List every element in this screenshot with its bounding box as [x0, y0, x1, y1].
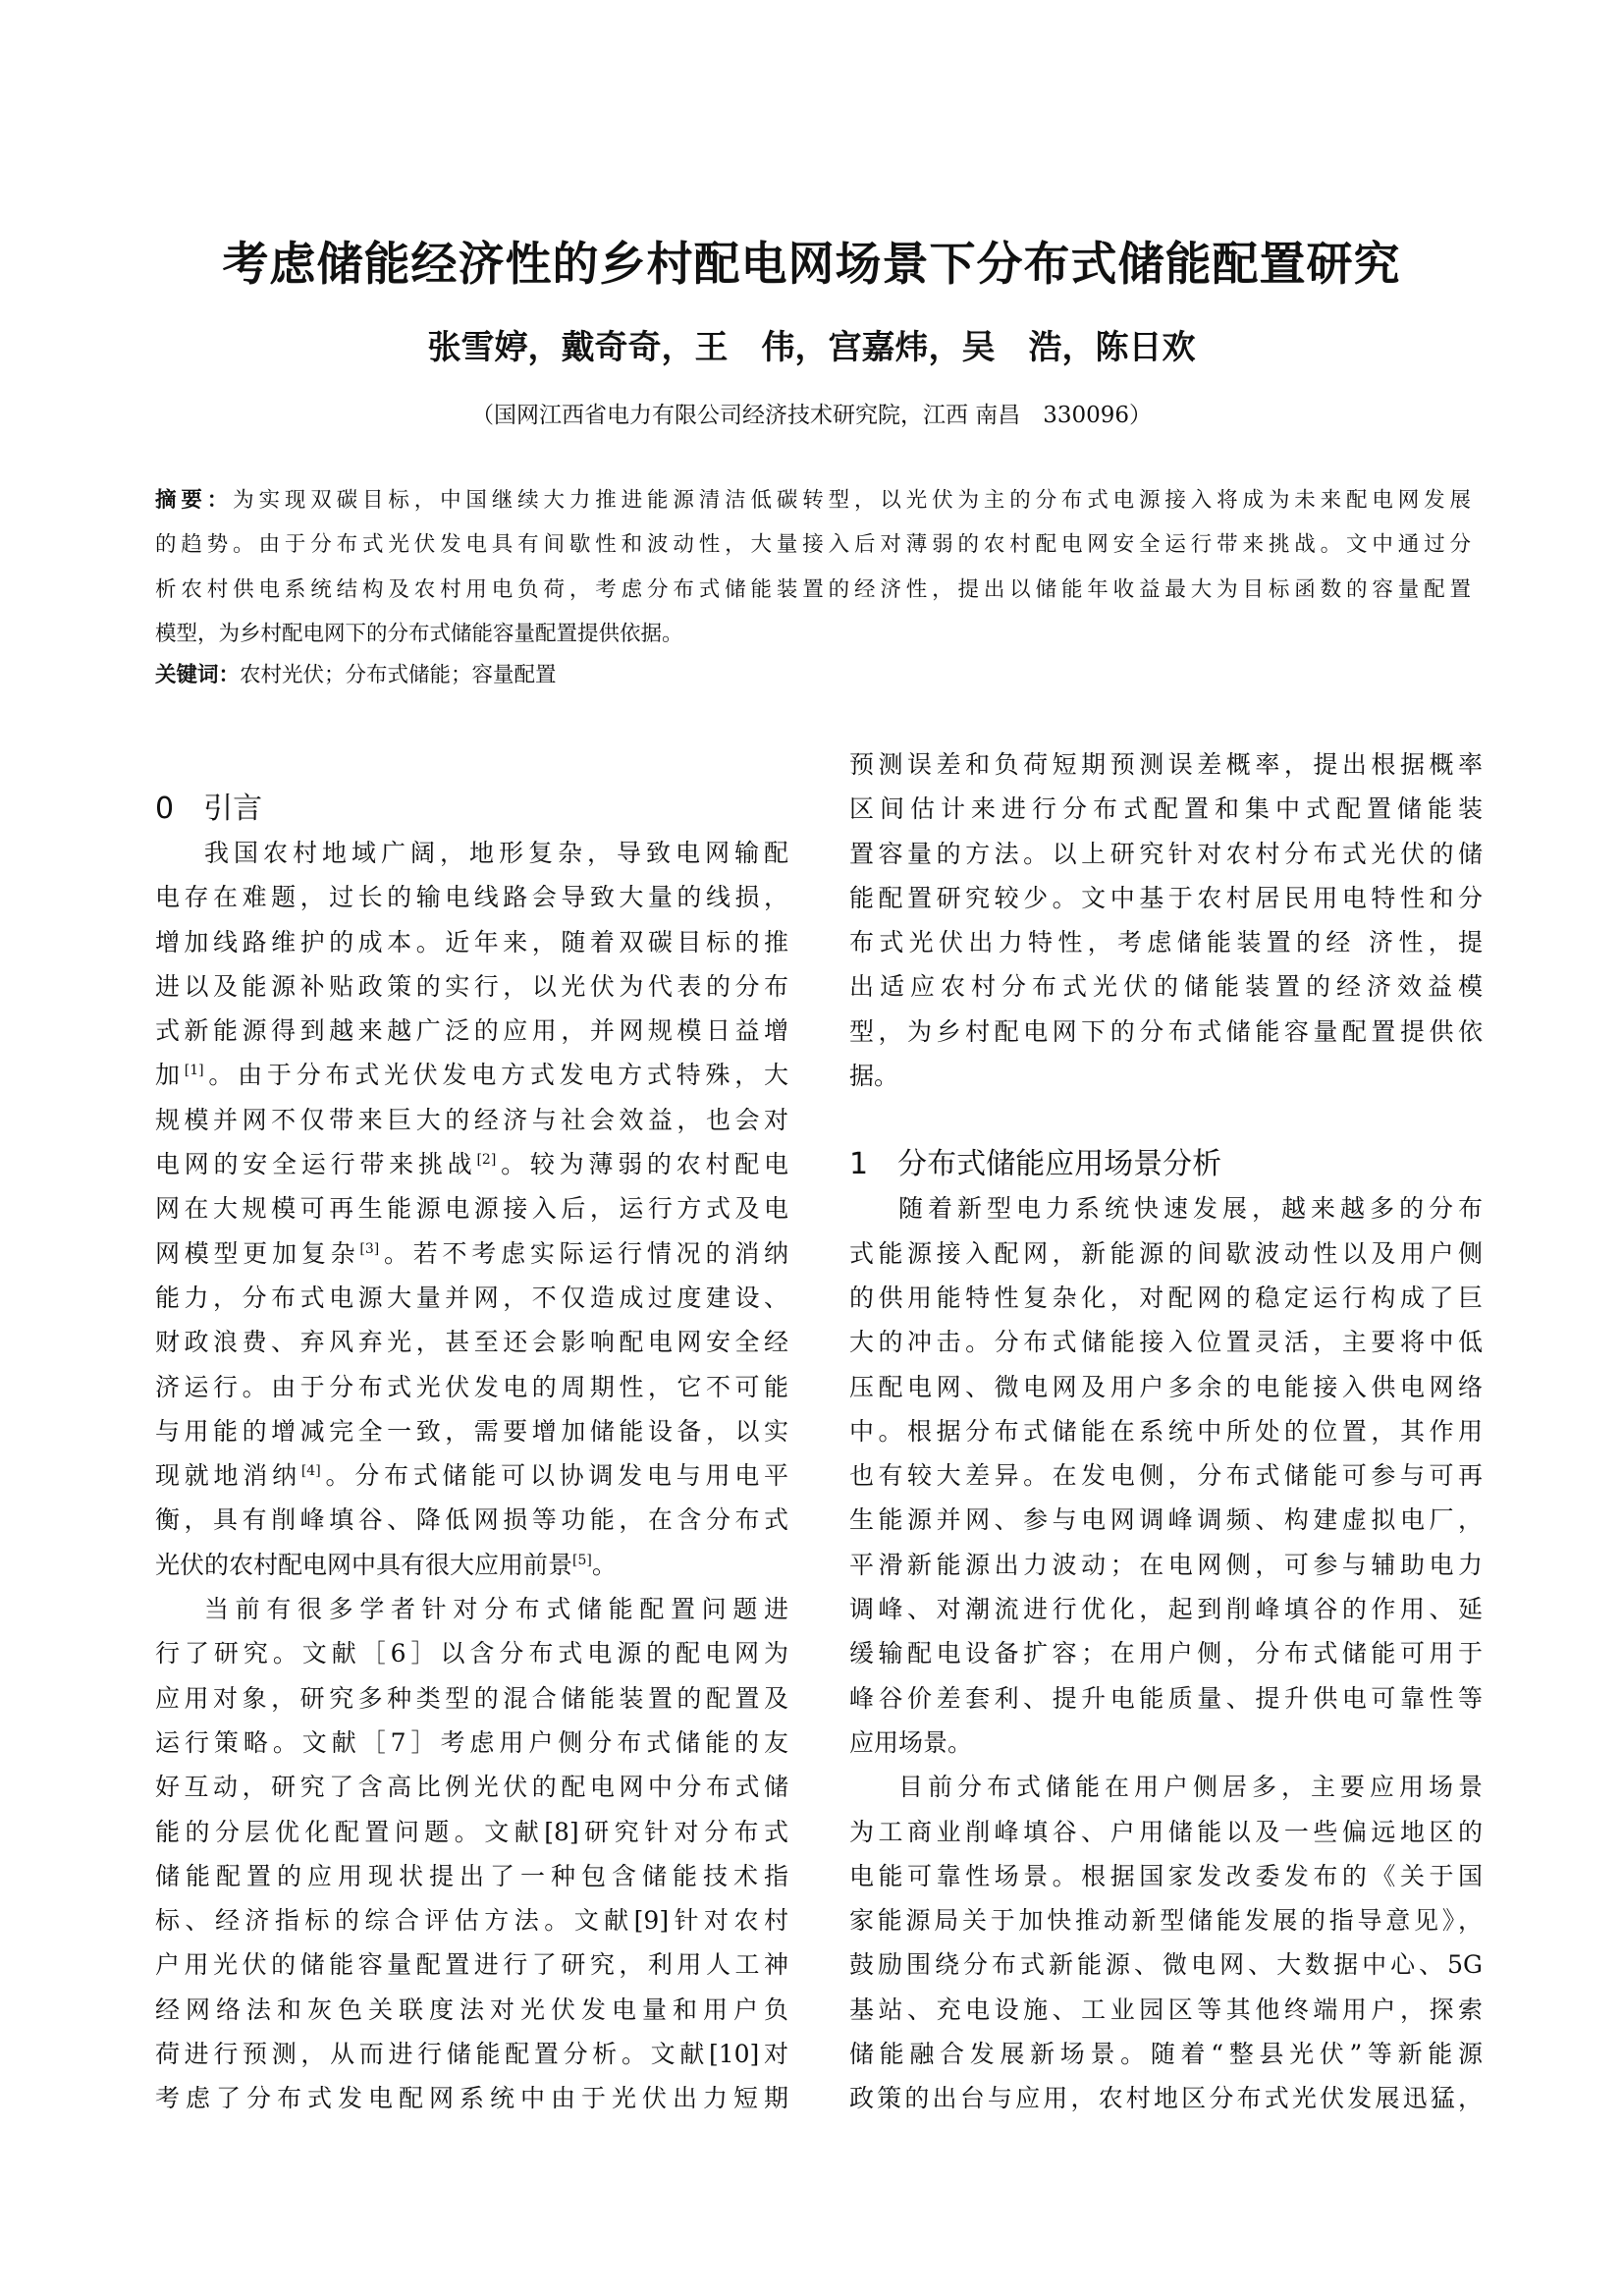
text-line: 经网络法和灰色关联度法对光伏发电量和用户负	[155, 1995, 788, 2024]
abstract-label: 摘要：	[155, 488, 234, 513]
text-line: 政策的出台与应用，农村地区分布式光伏发展迅猛，	[849, 2084, 1483, 2113]
text-line: 当前有很多学者针对分布式储能配置问题进	[204, 1595, 788, 1624]
section-0-paragraph-2-continued	[849, 742, 1483, 1098]
text-line: 衡，具有削峰填谷、降低网损等功能，在含分布式	[155, 1505, 788, 1535]
citation-ref: [4]	[300, 1463, 321, 1480]
text-line: 能的分层优化配置问题。文献[8]研究针对分布式	[155, 1817, 788, 1846]
section-0-paragraph-1	[155, 831, 788, 1587]
text-line: 据。	[849, 1062, 899, 1091]
right-column	[849, 742, 1483, 2121]
text-line: 电存在难题，过长的输电线路会导致大量的线损，	[155, 883, 788, 912]
text-line: 电能可靠性场景。根据国家发改委发布的《关于国	[849, 1861, 1483, 1890]
text-line: 型，为乡村配电网下的分布式储能容量配置提供依	[849, 1016, 1483, 1046]
text-line: 能配置研究较少。文中基于农村居民用电特性和分	[849, 883, 1483, 912]
abstract	[155, 481, 1471, 659]
text-line: 布式光伏出力特性，考虑储能装置的经 济性，提	[849, 928, 1483, 957]
text-line: 也有较大差异。在发电侧，分布式储能可参与可再	[849, 1461, 1483, 1491]
section-0-heading: 0 引言	[155, 792, 263, 826]
text-line: 光伏的农村配电网中具有很大应用前景[5]。	[155, 1550, 617, 1579]
text-line: 荷进行预测，从而进行储能配置分析。文献[10]对	[155, 2040, 788, 2069]
text-line: 鼓励围绕分布式新能源、微电网、大数据中心、5G	[849, 1950, 1483, 1980]
text-line: 缓输配电设备扩容；在用户侧，分布式储能可用于	[849, 1639, 1483, 1668]
text-line: 的供用能特性复杂化，对配网的稳定运行构成了巨	[849, 1283, 1483, 1312]
section-1-paragraph-2	[849, 1765, 1483, 2120]
text-line: 目前分布式储能在用户侧居多，主要应用场景	[898, 1773, 1483, 1802]
text-line: 运行策略。文献［7］考虑用户侧分布式储能的友	[155, 1727, 788, 1757]
text-line: 与用能的增减完全一致，需要增加储能设备，以实	[155, 1416, 788, 1446]
text-line: 我国农村地域广阔，地形复杂，导致电网输配	[204, 839, 788, 867]
abstract-line: 的趋势。由于分布式光伏发电具有间歇性和波动性，大量接入后对薄弱的农村配电网安全运行带来挑战。文中通过分	[155, 532, 1471, 558]
section-1-paragraph-1	[849, 1186, 1483, 1765]
text-line: 行了研究。文献［6］以含分布式电源的配电网为	[155, 1639, 788, 1668]
text-line: 为工商业削峰填谷、户用储能以及一些偏远地区的	[849, 1817, 1483, 1846]
abstract-line: 析农村供电系统结构及农村用电负荷，考虑分布式储能装置的经济性，提出以储能年收益最大为目标函数的容量配置	[155, 576, 1471, 602]
text-line: 网模型更加复杂[3]。若不考虑实际运行情况的消纳	[155, 1238, 788, 1268]
text-line: 能力，分布式电源大量并网，不仅造成过度建设、	[155, 1283, 788, 1312]
text-line: 加[1]。由于分布式光伏发电方式发电方式特殊，大	[155, 1061, 788, 1090]
text-line: 置容量的方法。以上研究针对农村分布式光伏的储	[849, 839, 1483, 868]
abstract-line: 模型，为乡村配电网下的分布式储能容量配置提供依据。	[155, 621, 683, 646]
keywords	[155, 656, 1471, 694]
text-line: 电网的安全运行带来挑战[2]。较为薄弱的农村配电	[155, 1150, 788, 1179]
author-list: 张雪婷，戴奇奇，王 伟，宫嘉炜，吴 浩，陈日欢	[427, 328, 1196, 367]
text-line: 家能源局关于加快推动新型储能发展的指导意见》，	[849, 1906, 1483, 1936]
text-line: 区间估计来进行分布式配置和集中式配置储能装	[849, 794, 1483, 824]
text-line: 峰谷价差套利、提升电能质量、提升供电可靠性等	[849, 1683, 1483, 1713]
citation-ref: [2]	[476, 1152, 497, 1169]
paper-title: 考虑储能经济性的乡村配电网场景下分布式储能配置研究	[222, 238, 1401, 292]
text-line: 好互动，研究了含高比例光伏的配电网中分布式储	[155, 1773, 788, 1802]
citation-ref: [3]	[359, 1240, 380, 1257]
text-line: 财政浪费、弃风弃光，甚至还会影响配电网安全经	[155, 1328, 788, 1357]
text-line: 储能配置的应用现状提出了一种包含储能技术指	[155, 1861, 788, 1890]
text-line: 基站、充电设施、工业园区等其他终端用户，探索	[849, 1995, 1483, 2024]
text-line: 增加线路维护的成本。近年来，随着双碳目标的推	[155, 927, 788, 957]
text-line: 应用场景。	[849, 1727, 973, 1757]
keywords-label: 关键词：	[155, 663, 241, 687]
text-line: 考虑了分布式发电配网系统中由于光伏出力短期	[155, 2084, 788, 2113]
abstract-line: 摘要：为实现双碳目标，中国继续大力推进能源清洁低碳转型，以光伏为主的分布式电源接入将成为未来配电网发展	[155, 488, 1471, 513]
text-line: 户用光伏的储能容量配置进行了研究，利用人工神	[155, 1950, 788, 1980]
text-line: 生能源并网、参与电网调峰调频、构建虚拟电厂，	[849, 1505, 1483, 1535]
left-column	[155, 742, 788, 2121]
citation-ref: [5]	[572, 1552, 592, 1568]
text-line: 预测误差和负荷短期预测误差概率，提出根据概率	[849, 750, 1483, 779]
text-line: 标、经济指标的综合评估方法。文献[9]针对农村	[155, 1906, 788, 1936]
text-line: 式能源接入配网，新能源的间歇波动性以及用户侧	[849, 1238, 1483, 1268]
citation-ref: [1]	[184, 1063, 204, 1079]
text-line: 随着新型电力系统快速发展，越来越多的分布	[898, 1194, 1483, 1224]
text-line: 大的冲击。分布式储能接入位置灵活，主要将中低	[849, 1328, 1483, 1357]
section-0-paragraph-2	[155, 1587, 788, 2121]
text-line: 平滑新能源出力波动；在电网侧，可参与辅助电力	[849, 1550, 1483, 1579]
text-line: 储能融合发展新场景。随着“整县光伏”等新能源	[849, 2040, 1483, 2069]
text-line: 进以及能源补贴政策的实行，以光伏为代表的分布	[155, 971, 788, 1001]
text-line: 现就地消纳[4]。分布式储能可以协调发电与用电平	[155, 1461, 788, 1491]
text-line: 调峰、对潮流进行优化，起到削峰填谷的作用、延	[849, 1595, 1483, 1624]
text-line: 压配电网、微电网及用户多余的电能接入供电网络	[849, 1372, 1483, 1401]
affiliation: （国网江西省电力有限公司经济技术研究院，江西 南昌 330096）	[470, 403, 1153, 428]
section-1-heading: 1 分布式储能应用场景分析	[849, 1147, 1222, 1182]
text-line: 济运行。由于分布式光伏发电的周期性，它不可能	[155, 1372, 788, 1401]
text-line: 应用对象，研究多种类型的混合储能装置的配置及	[155, 1683, 788, 1713]
text-line: 中。根据分布式储能在系统中所处的位置，其作用	[849, 1416, 1483, 1446]
text-line: 出适应农村分布式光伏的储能装置的经济效益模	[849, 972, 1483, 1002]
text-line: 式新能源得到越来越广泛的应用，并网规模日益增	[155, 1016, 788, 1046]
text-line: 网在大规模可再生能源电源接入后，运行方式及电	[155, 1194, 788, 1224]
text-line: 规模并网不仅带来巨大的经济与社会效益，也会对	[155, 1105, 788, 1134]
keywords-text: 农村光伏；分布式储能；容量配置	[240, 663, 557, 687]
